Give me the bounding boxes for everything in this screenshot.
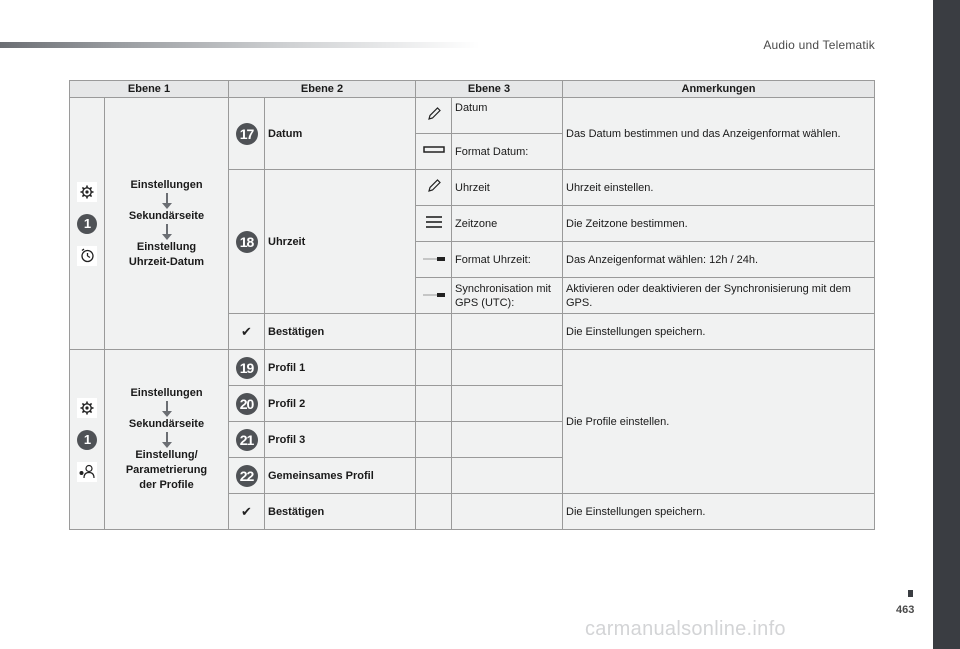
level1-icons-cell bbox=[70, 350, 105, 530]
rectangle-icon bbox=[423, 145, 445, 155]
header-ebene-2: Ebene 2 bbox=[229, 81, 416, 98]
empty-cell bbox=[416, 314, 452, 350]
arrow-down-icon bbox=[162, 224, 172, 240]
level2-label: Bestätigen bbox=[265, 494, 416, 530]
table-row bbox=[70, 98, 875, 134]
empty-cell bbox=[416, 494, 452, 530]
profile-icon bbox=[77, 462, 97, 482]
arrow-down-icon bbox=[162, 401, 172, 417]
gear-icon bbox=[77, 398, 97, 418]
step-badge: 18 bbox=[236, 231, 258, 253]
level3-label: Zeitzone bbox=[452, 206, 563, 242]
watermark: carmanualsonline.info bbox=[585, 618, 786, 640]
table-header-row bbox=[70, 81, 875, 98]
flow-step-secondary-page: Sekundärseite bbox=[128, 418, 205, 430]
level3-icon-cell bbox=[416, 242, 452, 278]
settings-menu-table bbox=[69, 80, 875, 530]
header-ebene-1: Ebene 1 bbox=[70, 81, 229, 98]
note-cell: Das Anzeigenformat wählen: 12h / 24h. bbox=[563, 242, 875, 278]
step-badge: 20 bbox=[236, 393, 258, 415]
flow-step-profiles: Einstellung/ Parametrierung der Profile bbox=[125, 449, 208, 491]
level1-flow-cell bbox=[105, 350, 229, 530]
flow-step-settings: Einstellungen bbox=[130, 387, 203, 399]
note-cell: Die Profile einstellen. bbox=[563, 350, 875, 494]
note-cell: Die Einstellungen speichern. bbox=[563, 314, 875, 350]
empty-cell bbox=[416, 422, 452, 458]
level2-label: Profil 1 bbox=[265, 350, 416, 386]
step-badge: 21 bbox=[236, 429, 258, 451]
note-cell: Aktivieren oder deaktivieren der Synchronisierung mit dem GPS. bbox=[563, 278, 875, 314]
badge-cell bbox=[229, 494, 265, 530]
empty-cell bbox=[452, 314, 563, 350]
pencil-icon bbox=[426, 178, 442, 194]
check-icon: ✔ bbox=[241, 503, 252, 519]
step-badge: 17 bbox=[236, 123, 258, 145]
level3-label: Synchronisation mit GPS (UTC): bbox=[452, 278, 563, 314]
level3-icon-cell bbox=[416, 170, 452, 206]
list-icon bbox=[425, 215, 443, 229]
step-badge: 19 bbox=[236, 357, 258, 379]
level3-icon-cell bbox=[416, 206, 452, 242]
note-cell: Uhrzeit einstellen. bbox=[563, 170, 875, 206]
header-anmerkungen: Anmerkungen bbox=[563, 81, 875, 98]
level3-icon-cell bbox=[416, 98, 452, 134]
header-gradient-bar bbox=[0, 42, 480, 48]
empty-cell bbox=[416, 458, 452, 494]
badge-cell bbox=[229, 422, 265, 458]
empty-cell bbox=[452, 386, 563, 422]
note-cell: Die Zeitzone bestimmen. bbox=[563, 206, 875, 242]
empty-cell bbox=[452, 422, 563, 458]
right-sidebar bbox=[933, 0, 960, 649]
empty-cell bbox=[452, 458, 563, 494]
level2-label: Gemeinsames Profil bbox=[265, 458, 416, 494]
empty-cell bbox=[452, 494, 563, 530]
level3-label: Format Uhrzeit: bbox=[452, 242, 563, 278]
gear-icon bbox=[77, 182, 97, 202]
check-icon: ✔ bbox=[241, 323, 252, 339]
level1-icons-cell bbox=[70, 98, 105, 350]
clock-icon bbox=[77, 246, 97, 266]
empty-cell bbox=[416, 350, 452, 386]
empty-cell bbox=[452, 350, 563, 386]
arrow-down-icon bbox=[162, 193, 172, 209]
toggle-icon bbox=[422, 255, 446, 263]
step-badge: 22 bbox=[236, 465, 258, 487]
badge-cell bbox=[229, 98, 265, 170]
level2-label: Bestätigen bbox=[265, 314, 416, 350]
toggle-icon bbox=[422, 291, 446, 299]
level2-label: Datum bbox=[265, 98, 416, 170]
step-badge: 1 bbox=[77, 430, 97, 450]
level3-label: Uhrzeit bbox=[452, 170, 563, 206]
badge-cell bbox=[229, 350, 265, 386]
note-cell: Die Einstellungen speichern. bbox=[563, 494, 875, 530]
level2-label: Uhrzeit bbox=[265, 170, 416, 314]
level1-flow-cell bbox=[105, 98, 229, 350]
page-marker bbox=[908, 590, 913, 597]
level2-label: Profil 3 bbox=[265, 422, 416, 458]
section-title: Audio und Telematik bbox=[763, 38, 875, 52]
level3-icon-cell bbox=[416, 134, 452, 170]
badge-cell bbox=[229, 314, 265, 350]
note-cell: Das Datum bestimmen und das Anzeigenformat wählen. bbox=[563, 98, 875, 170]
pencil-icon bbox=[426, 106, 442, 122]
badge-cell bbox=[229, 386, 265, 422]
page-number: 463 bbox=[896, 604, 915, 616]
table-row bbox=[70, 350, 875, 386]
flow-step-time-date: Einstellung Uhrzeit-Datum bbox=[128, 240, 205, 268]
arrow-down-icon bbox=[162, 432, 172, 448]
level2-label: Profil 2 bbox=[265, 386, 416, 422]
step-badge: 1 bbox=[77, 214, 97, 234]
level3-label: Format Datum: bbox=[452, 134, 563, 170]
flow-step-settings: Einstellungen bbox=[130, 178, 203, 191]
badge-cell bbox=[229, 458, 265, 494]
flow-step-secondary-page: Sekundärseite bbox=[128, 209, 205, 222]
header-ebene-3: Ebene 3 bbox=[416, 81, 563, 98]
level3-label: Datum bbox=[452, 98, 563, 134]
level3-icon-cell bbox=[416, 278, 452, 314]
badge-cell bbox=[229, 170, 265, 314]
empty-cell bbox=[416, 386, 452, 422]
